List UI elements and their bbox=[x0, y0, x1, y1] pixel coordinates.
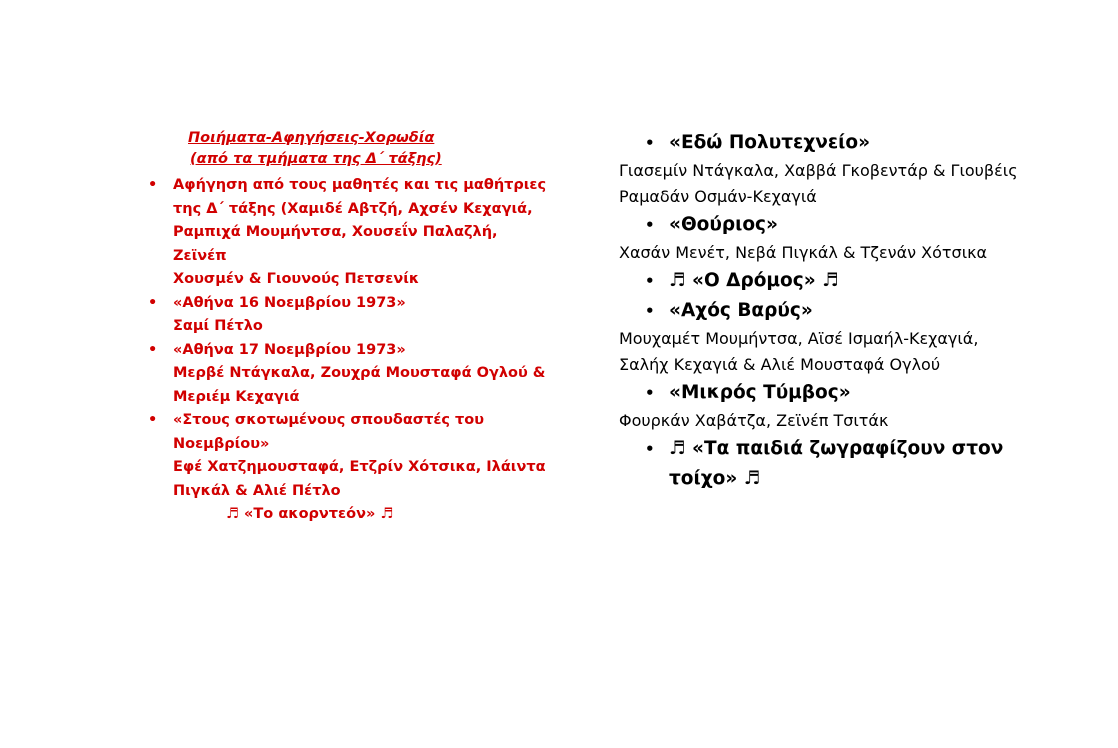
item-title-text: τοίχο» ♬ bbox=[669, 468, 761, 489]
performer-names: Σαλήχ Κεχαγιά & Αλιέ Μουσταφά Ογλού bbox=[619, 355, 941, 374]
item-title-text: «Εδώ Πολυτεχνείο» bbox=[669, 132, 871, 153]
performer-names: Πιγκάλ & Αλιέ Πέτλο bbox=[173, 482, 341, 499]
narration-line: Αφήγηση από τους μαθητές και τις μαθήτριες bbox=[173, 177, 547, 193]
left-program-list-cont bbox=[148, 339, 548, 363]
left-column bbox=[148, 128, 548, 527]
left-item-narration bbox=[148, 174, 548, 292]
performer-names: Ραμαδάν Οσμάν-Κεχαγιά bbox=[619, 187, 817, 206]
item-title-text: «Αχός Βαρύς» bbox=[669, 300, 813, 321]
bullet-icon: • bbox=[645, 272, 655, 290]
performer-names: Φουρκάν Χαβάτζα, Ζεϊνέπ Τσιτάκ bbox=[619, 411, 889, 430]
bullet-icon: • bbox=[645, 384, 655, 402]
item-title-text: ♬ «Τα παιδιά ζωγραφίζουν στον bbox=[669, 438, 1004, 459]
left-heading-line1: Ποιήματα-Αφηγήσεις-Χορωδία bbox=[188, 130, 435, 146]
bullet-icon: • bbox=[645, 302, 655, 320]
poem-title: Νοεμβρίου» bbox=[173, 435, 270, 452]
right-item-title bbox=[619, 296, 1089, 326]
right-item-song bbox=[619, 434, 1089, 494]
narration-line: Χουσμέν & Γιουνούς Πετσενίκ bbox=[173, 271, 420, 287]
performer-names: Χασάν Μενέτ, Νεβά Πιγκάλ & Τζενάν Χότσικα bbox=[619, 243, 988, 262]
performer-names: Μερβέ Ντάγκαλα, Ζουχρά Μουσταφά Ογλού & bbox=[173, 365, 546, 381]
bullet-icon: • bbox=[148, 412, 158, 428]
bullet-icon: • bbox=[645, 216, 655, 234]
item-title-text: ♬ «Ο Δρόμος» ♬ bbox=[669, 270, 839, 291]
bullet-icon: • bbox=[148, 294, 158, 311]
narration-line: της Δ΄ τάξης (Χαμιδέ Αβτζή, Αχσέν Κεχαγιά, bbox=[173, 200, 533, 217]
right-column bbox=[619, 128, 1089, 494]
performer-names: Γιασεμίν Ντάγκαλα, Χαββά Γκοβεντάρ & Γιουβέις bbox=[619, 161, 1018, 180]
left-program-list bbox=[148, 174, 548, 315]
poem-title: «Αθήνα 16 Νοεμβρίου 1973» bbox=[173, 294, 406, 311]
left-item-poem bbox=[148, 409, 548, 456]
right-item-title bbox=[619, 210, 1089, 240]
left-program-list-cont bbox=[148, 409, 548, 456]
performer-names: Σαμί Πέτλο bbox=[173, 318, 263, 334]
narration-line: Ραμπιχά Μουμήντσα, Χουσεΐν Παλαζλή, Ζεϊνέπ bbox=[173, 224, 498, 264]
bullet-icon: • bbox=[148, 177, 158, 193]
right-item-song bbox=[619, 266, 1089, 296]
bullet-icon: • bbox=[645, 134, 655, 152]
left-item-poem bbox=[148, 292, 548, 316]
performer-names: Εφέ Χατζημουσταφά, Ετζρίν Χότσικα, Ιλάιντα bbox=[173, 459, 546, 475]
performer-names: Μεριέμ Κεχαγιά bbox=[173, 388, 300, 405]
bullet-icon: • bbox=[645, 440, 655, 458]
song-title: ♬ «Το ακορντεόν» ♬ bbox=[226, 506, 394, 522]
poem-title: «Αθήνα 17 Νοεμβρίου 1973» bbox=[173, 341, 406, 358]
poem-title: «Στους σκοτωμένους σπουδαστές του bbox=[173, 412, 485, 428]
performer-names: Μουχαμέτ Μουμήντσα, Αϊσέ Ισμαήλ-Κεχαγιά, bbox=[619, 329, 979, 348]
right-item-title bbox=[619, 128, 1089, 158]
right-item-title bbox=[619, 378, 1089, 408]
item-title-text: «Θούριος» bbox=[669, 214, 778, 235]
item-title-text: «Μικρός Τύμβος» bbox=[669, 382, 851, 403]
left-heading-line2: (από τα τμήματα της Δ΄ τάξης) bbox=[190, 151, 442, 167]
bullet-icon: • bbox=[148, 341, 158, 358]
left-item-poem bbox=[148, 339, 548, 363]
